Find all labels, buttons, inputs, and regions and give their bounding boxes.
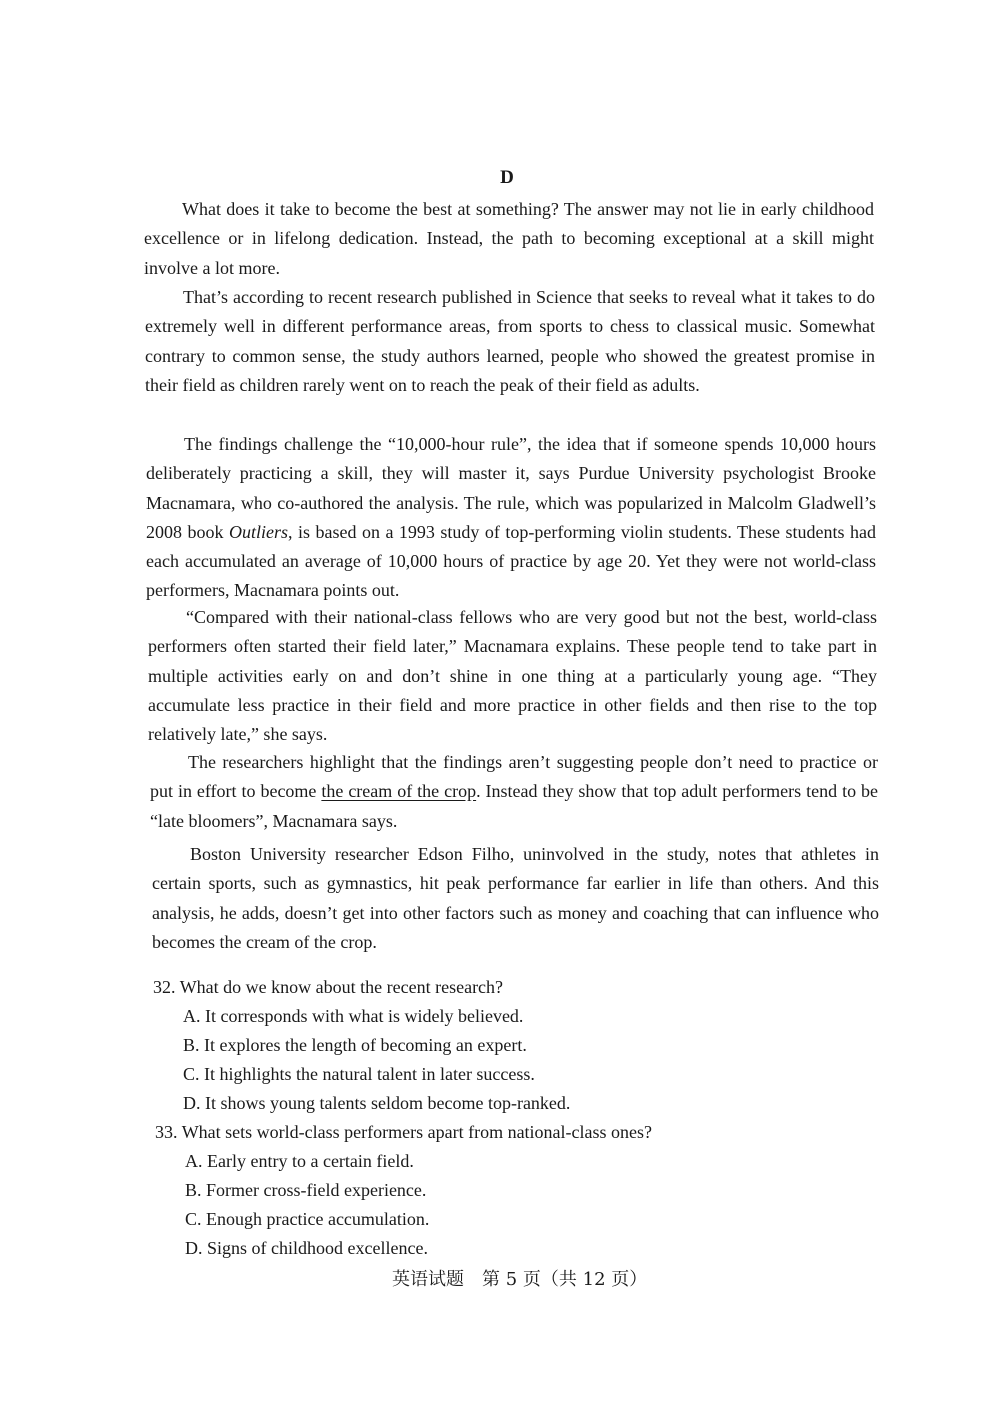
- question-number: 32.: [153, 977, 176, 997]
- question-stem: [153, 973, 570, 1002]
- option-a: A. Early entry to a certain field.: [185, 1151, 414, 1171]
- passage-paragraph-1: What does it take to become the best at something? The answer may not lie in early childhood excellence or in lifelong dedication. Instead, the path to becoming exceptional at a skill might involve a lot more.: [144, 199, 874, 278]
- underlined-phrase: the cream of the crop: [321, 781, 477, 802]
- question-32: [153, 973, 570, 1118]
- question-stem: [155, 1118, 652, 1147]
- option-a: A. It corresponds with what is widely believed.: [183, 1006, 524, 1026]
- footer-page-number: 第 5 页（共 12 页）: [482, 1269, 648, 1290]
- passage-paragraph-3: [146, 430, 876, 606]
- paragraph-text: The findings challenge the “10,000-hour rule”, the idea that if someone spends 10,000 hours deliberately practicing a skill, they will master it, says Purdue University psychologist Brooke Macnamara, who co-authored the analysis. The rule, which was popularized in Malcolm Gladwell’s 2008 book: [146, 434, 876, 542]
- option-c: C. It highlights the natural talent in later success.: [183, 1064, 535, 1084]
- passage-paragraph-4: “Compared with their national-class fellows who are very good but not the best, world-class performers often started their field later,” Macnamara explains. These people tend to take part in multiple activities early on and don’t shine in one thing at a particularly young age. “They accumulate less practice in their field and more practice in other fields and then rise to the top relatively late,” she says.: [148, 607, 877, 745]
- paragraph-text: , is based on a 1993 study of top-performing violin students. These students had each accumulated an average of 10,000 hours of practice by age 20. Yet they were not world-class performers, Macnamara points out.: [146, 521, 876, 601]
- question-33: [155, 1118, 652, 1263]
- option-d: D. It shows young talents seldom become top-ranked.: [183, 1093, 571, 1113]
- paragraph-text: . Instead they show that top adult performers tend to be “late bloomers”, Macnamara says.: [150, 781, 879, 831]
- passage-paragraph-2: That’s according to recent research published in Science that seeks to reveal what it takes to do extremely well in different performance areas, from sports to chess to classical music. Somewhat contrary to common sense, the study authors learned, people who showed the greatest promise in their field as children rarely went on to reach the peak of their field as adults.: [145, 287, 875, 395]
- page-footer: [392, 1265, 665, 1291]
- passage-paragraph-5: [150, 748, 878, 836]
- option-d: D. Signs of childhood excellence.: [185, 1238, 428, 1258]
- option-b: B. It explores the length of becoming an expert.: [183, 1035, 527, 1055]
- book-title: Outliers: [228, 521, 288, 542]
- paragraph-text: The researchers highlight that the findings aren’t suggesting people don’t need to practice or put in effort to become: [150, 752, 878, 802]
- option-c: C. Enough practice accumulation.: [185, 1209, 430, 1229]
- passage-paragraph-6: Boston University researcher Edson Filho, uninvolved in the study, notes that athletes in certain sports, such as gymnastics, hit peak performance far earlier in life than others. And this analysis, he adds, doesn’t get into other factors such as money and coaching that can influence who becomes the cream of the crop.: [152, 844, 879, 952]
- question-text: What sets world-class performers apart from national-class ones?: [181, 1122, 653, 1142]
- question-text: What do we know about the recent research?: [179, 977, 504, 997]
- footer-subject: 英语试题: [392, 1269, 464, 1290]
- question-number: 33.: [155, 1122, 178, 1142]
- option-b: B. Former cross-field experience.: [185, 1180, 427, 1200]
- section-heading: D: [500, 167, 514, 188]
